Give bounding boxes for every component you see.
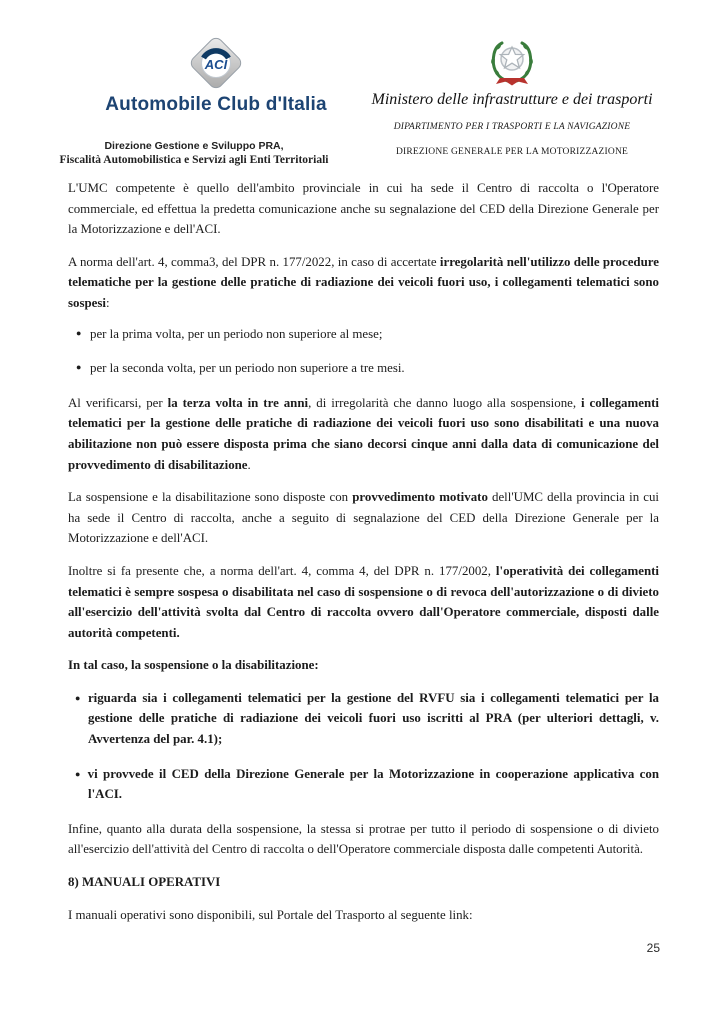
aci-org-name: Automobile Club d'Italia (105, 94, 327, 115)
ministry-department: DIPARTIMENTO PER I TRASPORTI E LA NAVIGAZIONE (393, 122, 631, 132)
italy-republic-emblem-icon (486, 38, 538, 88)
aci-department-line2: Fiscalità Automobilistica e Servizi agli Enti Territoriali (59, 154, 329, 166)
header-aci (38, 34, 394, 166)
bullet-icon: ● (76, 362, 82, 373)
paragraph: I manuali operativi sono disponibili, sul Portale del Trasporto al seguente link: (68, 907, 473, 922)
aci-logo-icon (183, 34, 249, 92)
paragraph: Inoltre si fa presente che, a norma dell'art. 4, comma 4, del DPR n. 177/2002, l'operatività dei collegamenti telematici è sempre sospesa o disabilitata nel caso di sospensione o di revoca dell'autorizzazione o di divieto all'esercizio dell'attività svolta dal Centro di raccolta ovvero dall'Operatore commerciale, disposti dalle autorità competenti. (68, 563, 660, 640)
paragraph: Al verificarsi, per la terza volta in tre anni, di irregolarità che danno luogo alla sospensione, i collegamenti telematici per la gestione delle pratiche di radiazione dei veicoli fuori uso sono disabilitati e una nuova abilitazione non può essere disposta prima che siano decorsi cinque anni dalla data di comunicazione del provvedimento di disabilitazione. (68, 395, 659, 472)
list-item: ● per la seconda volta, per un periodo non superiore a tre mesi. (68, 358, 659, 379)
list-item: ● per la prima volta, per un periodo non superiore al mese; (68, 324, 659, 345)
bullet-list (68, 688, 659, 805)
ministry-title: Ministero delle infrastrutture e dei trasporti (371, 91, 653, 108)
bullet-icon: ● (75, 692, 83, 703)
svg-text:ACI: ACI (204, 57, 228, 72)
header-ministry (358, 38, 666, 157)
aci-department-block (16, 140, 372, 166)
list-item: ● riguarda sia i collegamenti telematici per la gestione del RVFU sia i collegamenti telematici per la gestione delle pratiche di radiazione dei veicoli fuori uso iscritti al PRA (per ulteriori dettagli, v. Avvertenza del par. 4.1); (75, 690, 659, 747)
bullet-icon: ● (75, 768, 83, 779)
bullet-icon: ● (76, 327, 82, 338)
paragraph: In tal caso, la sospensione o la disabilitazione: (68, 658, 319, 673)
ministry-direction: DIREZIONE GENERALE PER LA MOTORIZZAZIONE (395, 147, 629, 157)
section-heading: 8) MANUALI OPERATIVI (68, 875, 221, 890)
list-item: ● vi provvede il CED della Direzione Generale per la Motorizzazione in cooperazione applicativa con l'ACI. (75, 766, 660, 802)
paragraph: Infine, quanto alla durata della sospensione, la stessa si protrae per tutto il periodo di sospensione o di divieto all'esercizio dell'attività del Centro di raccolta o dell'Operatore commerciale disposta dalle competenti Autorità. (68, 821, 659, 857)
aci-department-line1: Direzione Gestione e Sviluppo PRA, (104, 140, 284, 152)
paragraph: La sospensione e la disabilitazione sono disposte con provvedimento motivato dell'UMC della provincia in cui ha sede il Centro di raccolta, anche a seguito di segnalazione del CED della Direzione Generale per la Motorizzazione e dell'ACI. (68, 490, 660, 546)
paragraph: A norma dell'art. 4, comma3, del DPR n. 177/2022, in caso di accertate irregolarità nell'utilizzo delle procedure telematiche per la gestione delle pratiche di radiazione dei veicoli fuori uso, i collegamenti telematici sono sospesi: (68, 254, 659, 310)
paragraph: L'UMC competente è quello dell'ambito provinciale in cui ha sede il Centro di raccolta o l'Operatore commerciale, ed effettua la predetta comunicazione anche su segnalazione del CED della Direzione Generale per la Motorizzazione e dell'ACI. (68, 181, 659, 237)
bullet-list (68, 324, 659, 379)
page-number: 25 (646, 941, 660, 955)
document-body (68, 178, 659, 937)
